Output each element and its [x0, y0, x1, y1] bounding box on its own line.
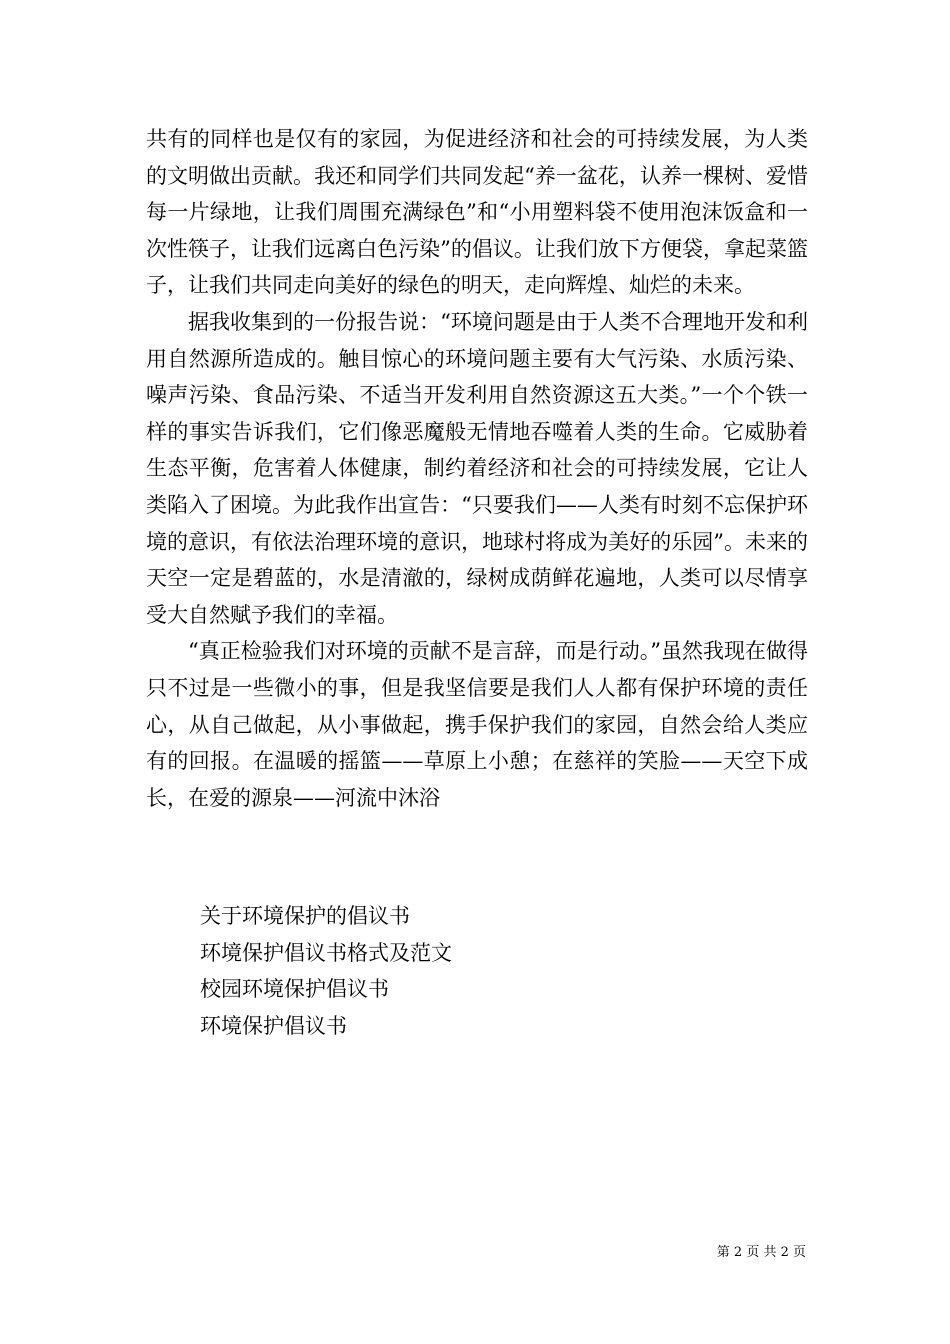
paragraph-1: 共有的同样也是仅有的家园，为促进经济和社会的可持续发展，为人类的文明做出贡献。我还和同学们共同发起“养一盆花，认养一棵树、爱惜每一片绿地，让我们周围充满绿色”和“小用塑料袋不使用泡沫饭盒和一次性筷子，让我们远离白色污染”的倡议。让我们放下方便袋，拿起菜篮子，让我们共同走向美好的绿色的明天，走向辉煌、灿烂的未来。	[146, 127, 808, 298]
page-number-footer: 第 2 页 共 2 页	[716, 1245, 806, 1260]
paragraph-2: 据我收集到的一份报告说：“环境问题是由于人类不合理地开发和利用自然源所造成的。触目惊心的环境问题主要有大气污染、水质污染、噪声污染、食品污染、不适当开发利用自然资源这五大类。”一个个铁一样的事实告诉我们，它们像恶魔般无情地吞噬着人类的生命。它威胁着生态平衡，危害着人体健康，制约着经济和社会的可持续发展，它让人类陷入了困境。为此我作出宣告：“只要我们——人类有时刻不忘保护环境的意识，有依法治理环境的意识，地球村将成为美好的乐园”。未来的天空一定是碧蓝的，水是清澈的，绿树成荫鲜花遍地，人类可以尽情享受大自然赋予我们的幸福。	[146, 309, 808, 627]
related-link-2[interactable]: 环境保护倡议书格式及范文	[200, 940, 452, 965]
related-links-list	[200, 898, 700, 1044]
related-link-1[interactable]: 关于环境保护的倡议书	[200, 904, 410, 928]
related-link-3[interactable]: 校园环境保护倡议书	[200, 977, 389, 1001]
related-link-4[interactable]: 环境保护倡议书	[200, 1013, 347, 1038]
document-body	[146, 121, 808, 816]
paragraph-3: “真正检验我们对环境的贡献不是言辞，而是行动。”虽然我现在做得只不过是一些微小的事，但是我坚信要是我们人人都有保护环境的责任心，从自己做起，从小事做起，携手保护我们的家园，自然会给人类应有的回报。在温暖的摇篮——草原上小憩；在慈祥的笑脸——天空下成长，在爱的源泉——河流中沐浴	[146, 639, 808, 810]
